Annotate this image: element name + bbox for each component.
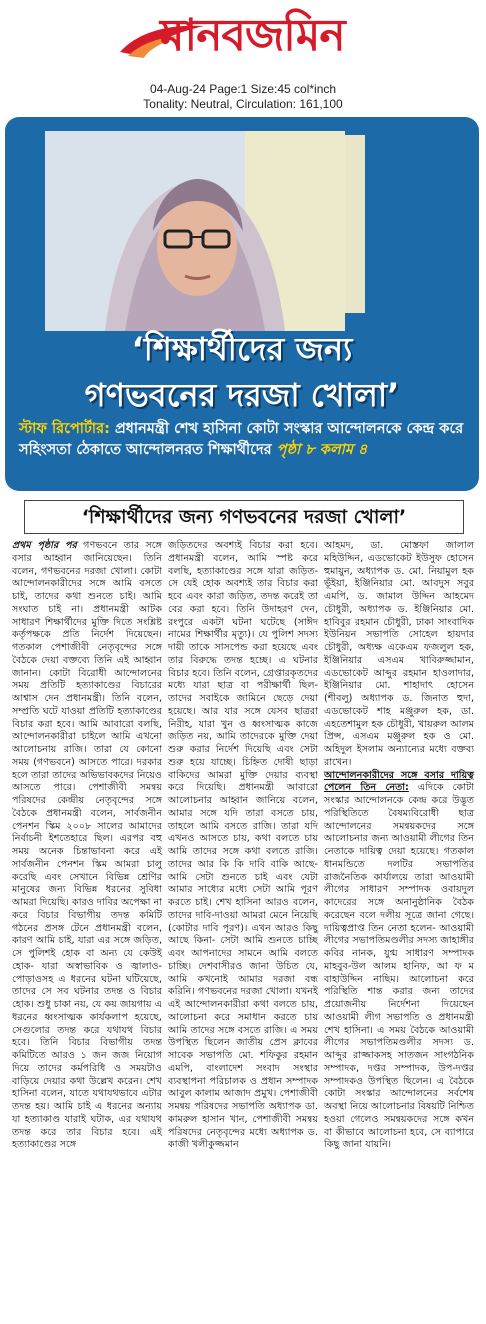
teaser-title-line1: ‘শিক্ষার্থীদের জন্য — [131, 330, 353, 368]
teaser-text: প্রধানমন্ত্রী শেখ হাসিনা কোটা সংস্কার আন্দোলনকে কেন্দ্র করে সহিংসতা ঠেকাতে আন্দোলনরত শিক্ষার্থীদের — [19, 421, 464, 458]
teaser-title-line2: গণভবনের দরজা খোলা’ — [84, 376, 400, 414]
column-3 — [324, 540, 474, 1152]
portrait-image — [45, 131, 345, 331]
column-2 — [168, 540, 318, 1152]
teaser-body — [19, 419, 469, 461]
front-page-teaser — [5, 117, 479, 491]
column-1-text: গণভবনে তার সঙ্গে বসার আহ্বান জানিয়েছেন। তিনি বলেন, গণভবনের দরজা খোলা। কোটা আন্দোলনকারীদের সঙ্গে আমি বসতে চাই, তাদের কথা শুনতে চাই। আমি সংঘাত চাই না। প্রধানমন্ত্রী আটক সাধারণ শিক্ষার্থীদের মুক্তি দিতে সংশ্লিষ্ট কর্তৃপক্ষকে প্রতি নির্দেশ দিয়েছেন। গতকাল পেশাজীবী নেতৃবৃন্দের সঙ্গে বৈঠকে দেয়া বক্তব্যে তিনি এই আহ্বান জানান। কোটা বিরোধী আন্দোলনের সময় প্রতিটি হত্যাকাণ্ডের বিচারের আশ্বাস দেন প্রধানমন্ত্রী। তিনি বলেন, সম্প্রতি ঘটে যাওয়া প্রতিটি হত্যাকাণ্ডের বিচার করা হবে। আমি আবারো বলছি, আন্দোলনকারীরা চাইলে আমি এখনো আলোচনায় রাজি। তারা যে কোনো সময় (গণভবনে) আসতে পারে। দরকার হলে তারা তাদের অভিভাবকদের নিয়েও আসতে পারে। পেশাজীবী সমন্বয় পরিষদের কেন্দ্রীয় নেতৃবৃন্দের সঙ্গে বৈঠকে প্রধানমন্ত্রী বলেন, সার্বজনীন পেনশন স্কিম ২০০৮ সালের আমাদের নির্বাচনী ইশতেহারে ছিল। এরপর বহু সময় অনেক চিন্তাভাবনা করে এই সার্বজনীন পেনশন স্কিম আমরা চালু করেছি এবং সেখানে বিভিন্ন শ্রেণির মানুষের জন্য বিভিন্ন ধরনের সুবিধা আমরা দিয়েছি। কারও দাবির অপেক্ষা না করে বিচার বিভাগীয় তদন্ত কমিটি গঠনের প্রসঙ্গ টেনে প্রধানমন্ত্রী বলেন, কারণ আমি চাই, যারা এর সঙ্গে জড়িত, সে পুলিশই হোক বা অন্য যে কেউই হোক- যারা অস্বাভাবিক ও জ্বালাও-পোড়াওসহ এ ধরনের ঘটনা ঘটিয়েছে, তাদের সে সব ঘটনার তদন্ত ও বিচার হোক। শুধু চাকা নয়, যে কয় জায়গায় এ ধরনের ধ্বংসাত্মক কার্যকলাপ হয়েছে, সেগুলোর তদন্ত করে যথাযথ বিচার হবে। তিনি বিচার বিভাগীয় তদন্ত কমিটিতে আরও ১ জন জজ নিয়োগ দিয়ে তাদের কর্মপরিধি ও সময়টাও বাড়িয়ে দেয়ার কথা উল্লেখ করেন। শেখ হাসিনা বলেন, যাতে যথাযথভাবে এটার তদন্ত হয়। আমি চাই এ ধরনের অন্যায় যা হত্যাকাণ্ড যারাই ঘটাক, এর যথাযথ তদন্ত করে তার বিচার হবে। এই হত্যাকাণ্ডের সঙ্গে — [12, 540, 162, 1151]
article-headline: ‘শিক্ষার্থীদের জন্য গণভবনের দরজা খোলা’ — [24, 500, 464, 534]
photo — [45, 131, 345, 331]
logo: মানবজমিন — [160, 10, 345, 61]
byline: স্টাফ রিপোর্টার: — [19, 421, 110, 437]
column-1 — [12, 540, 162, 1152]
clipping-meta-line1: 04-Aug-24 Page:1 Size:45 col*inch — [149, 82, 337, 96]
column-3-text-b: এদিকে কোটা সংস্কার আন্দোলনকে কেন্দ্র করে উদ্ভূত পরিস্থিতিতে বৈষম্যবিরোধী ছাত্র আন্দোলনের সমন্বয়কদের সঙ্গে আলোচনার জন্য আওয়ামী লীগের তিন নেতাকে দায়িত্ব দেয়া হয়েছে। গতকাল ধানমন্ডিতে দলটির সভাপতির রাজনৈতিক কার্যালয়ে তারা আওয়ামী লীগের সাধারণ সম্পাদক ওবায়দুল কাদেরের সঙ্গে অনানুষ্ঠানিক বৈঠক করেছেন বলে দলীয় সূত্রে জানা গেছে। দায়িত্বপ্রাপ্ত তিন নেতা হলেন- আওয়ামী লীগের সভাপতিমণ্ডলীর সদস্য জাহাঙ্গীর কবির নানক, যুগ্ম সাধারণ সম্পাদক মাহবুব-উল আলম হানিফ, আ ফ ম বাহাউদ্দিন নাছিম। আলোচনা করে পরিস্থিতি শান্ত করার জন্য তাদের প্রয়োজনীয় নির্দেশনা দিয়েছেন আওয়ামী লীগ সভাপতি ও প্রধানমন্ত্রী শেখ হাসিনা। এ সময় বৈঠকে আওয়ামী লীগের সভাপতিমণ্ডলীর সদস্য ড. আব্দুর রাজ্জাকসহ সাতজন সাংগঠনিক সম্পাদক, দপ্তর সম্পাদক, উপ-দপ্তর সম্পাদকও উপস্থিত ছিলেন। এ বৈঠকে কোটা সংস্কার আন্দোলনের সর্বশেষ অবস্থা নিয়ে আলোচনার বিষয়টি নিশ্চিত হওয়া গেলেও সমন্বয়কদের সঙ্গে কখন বা কীভাবে আলোচনা হবে, সে ব্যাপারে কিছু জানা যায়নি। — [324, 782, 474, 1151]
clipping-meta-line2: Tonality: Neutral, Circulation: 161,100 — [143, 97, 343, 111]
article-body — [12, 540, 478, 1152]
continued-from: প্রথম পৃষ্ঠার পর — [12, 540, 77, 551]
masthead — [0, 0, 486, 82]
column-3-text-a: আহমদ, ডা. মোস্তফা জালাল মহিউদ্দিন, এডভোকেট ইউসুফ হোসেন হুমায়ুন, অধ্যাপক ড. মো. নিয়ামুল হক ভূঁইয়া, ইঞ্জিনিয়ার মো. আবদুস সবুর এমপি, ড. জামাল উদ্দিন আহমেদ চৌধুরী, অধ্যাপক ড. ইঞ্জিনিয়ার মো. হাবিবুর রহমান চৌধুরী, ঢাকা সাংবাদিক ইউনিয়ন সভাপতি সোহেল হায়দার চৌধুরী, অধ্যক্ষ একেএম ফজলুল হক, ইঞ্জিনিয়ার এসএম খাবিরুজ্জামান, এডভোকেট আব্দুর রহমান হাওলাদার, ইঞ্জিনিয়ার মো. শাহাদাৎ হোসেন (শীবলু) অধ্যাপক ড. জিনাত হুদা, এডভোকেট শাহ মঞ্জুরুল হক, ডা. এহতেশামুল হক চৌধুরী, খায়রুল আলম প্রিন্স, এসএম মঞ্জুরুল হক ও মো. অহিদুল ইসলাম অন্যান্যের মধ্যে বক্তব্য রাখেন। — [324, 540, 474, 768]
column-2-text: জড়িতদের অবশ্যই বিচার করা হবে। প্রধানমন্ত্রী বলেন, আমি স্পষ্ট করে বলছি, হত্যাকাণ্ডের সঙ্গে যারা জড়িত- সে যেই হোক অবশ্যই তার বিচার করা হবে এবং কারা জড়িত, তদন্ত করেই তা বের করা হবে। তিনি উদাহরণ দেন, রংপুরে একটা ঘটনা ঘটেছে (সাঈদ নামের শিক্ষার্থীর মৃত্যু)। যে পুলিশ সদস্য দায়ী তাকে সাসপেন্ড করা হয়েছে এবং তার বিরুদ্ধে তদন্ত হচ্ছে। এ ঘটনার বিচার হবে। তিনি বলেন, গ্রেপ্তারকৃতদের মধ্যে যারা ছাত্র বা পরীক্ষার্থী ছিল- তাদের সবাইকে জামিনে ছেড়ে দেয়া হয়েছে। আর যার সঙ্গে যেসব ছাত্ররা নিরীহ, যারা খুন ও ধ্বংসাত্মক কাজে জড়িত নয়, আমি তাদেরকে মুক্তি দেয়া শুরু করার নির্দেশ দিয়েছি এবং সেটা শুরু হয়ে যাচ্ছে। চিহ্নিত দোষী ছাড়া বাকিদের আমরা মুক্তি দেয়ার ব্যবস্থা করে দিয়েছি। প্রধানমন্ত্রী আবারো আলোচনার আহ্বান জানিয়ে বলেন, আমার সঙ্গে যদি তারা বসতে চায়, তাহলে আমি বসতে রাজি। তারা যদি এখনও আসতে চায়, কথা বলতে চায় আমি তাদের সঙ্গে কথা বলতে রাজি। তাদের আর কি কি দাবি বাকি আছে- আমি সেটা শুনতে চাই এবং যেটা আমার সাধ্যের মধ্যে সেটা আমি পূরণ করতে চাই। শেখ হাসিনা আরও বলেন, তাদের দাবি-দাওয়া আমরা মেনে নিয়েছি (কোটার দাবি পূরণ)। এখন আরও কিছু আছে কিনা- সেটা আমি শুনতে চাচ্ছি এবং আপনাদের সামনে আমি বলতে চাচ্ছি। দেশবাসীরও জানা উচিত যে, আমি কখনোই আমার দরজা বন্ধ করিনি। গণভবনের দরজা খোলা। যখনই এই আন্দোলনকারীরা কথা বলতে চায়, আলোচনা করে সমাধান করতে চায় আমি তাদের সঙ্গে বসতে রাজি। এ সময় উপস্থিত ছিলেন জাতীয় প্রেস ক্লাবের সাবেক সভাপতি মো. শফিকুর রহমান এমপি, বাংলাদেশ সংবাদ সংস্থার ব্যবস্থাপনা পরিচালক ও প্রধান সম্পাদক আবুল কালাম আজাদ প্রমুখ। পেশাজীবী সমন্বয় পরিষদের সভাপতি অধ্যাপক ডা. কামরুল হাসান খান, পেশাজীবী সমন্বয় পরিষদের নেতৃবৃন্দের মধ্যে অধ্যাপক ড. কাজী খলীকুজ্জমান — [168, 540, 318, 1151]
jump-reference: পৃষ্ঠা ৮ কলাম ৪ — [276, 442, 368, 458]
subheading: আন্দোলনকারীদের সঙ্গে বসার দায়িত্ব পেলেন তিন নেতা: — [324, 769, 474, 794]
